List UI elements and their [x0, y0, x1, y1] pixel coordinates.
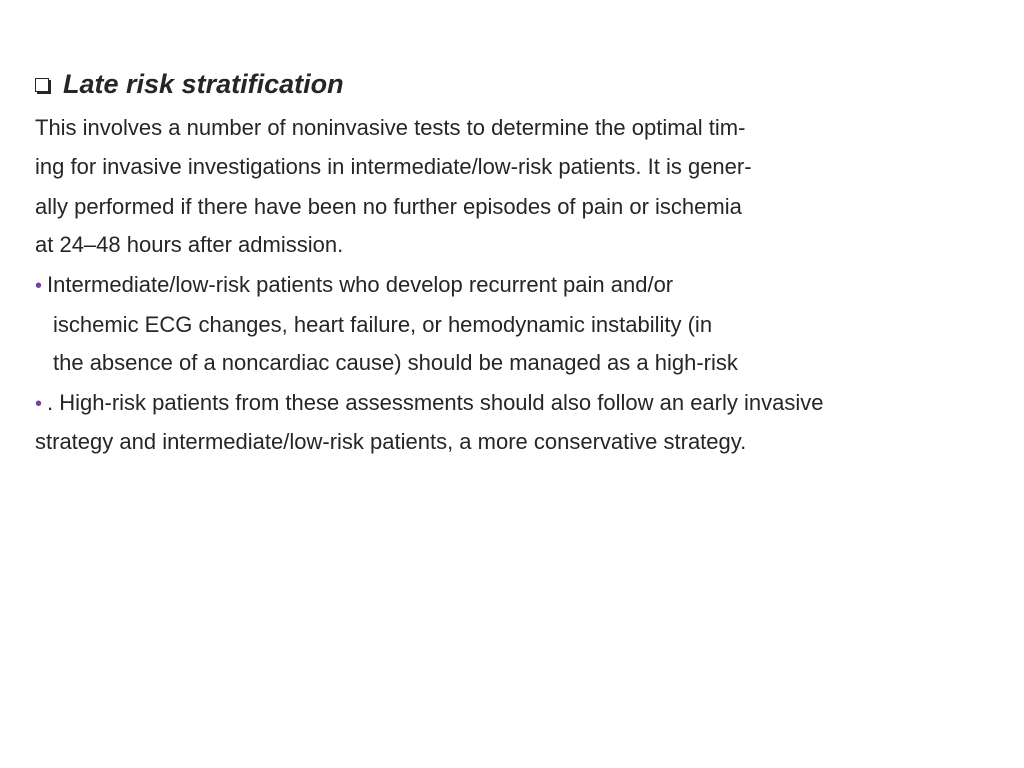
paragraph-line: ally performed if there have been no further episodes of pain or ischemia — [35, 194, 742, 219]
paragraph-line: ing for invasive investigations in intermediate/low-risk patients. It is gener- — [35, 154, 752, 179]
checkbox-bullet-icon — [35, 78, 49, 92]
bullet-item-1 — [35, 271, 673, 299]
bullet-line: ischemic ECG changes, heart failure, or hemodynamic instability (in — [53, 312, 713, 337]
bullet-item-2 — [35, 389, 823, 417]
paragraph-line: This involves a number of noninvasive tests to determine the optimal tim- — [35, 115, 746, 140]
bullet-marker: • — [35, 275, 43, 297]
bullet-line: the absence of a noncardiac cause) should be managed as a high-risk — [53, 350, 738, 375]
paragraph-line: at 24–48 hours after admission. — [35, 232, 344, 257]
bullet-line: Intermediate/low-risk patients who develop recurrent pain and/or — [47, 272, 674, 297]
heading-text: Late risk stratification — [63, 68, 344, 99]
bullet-line: strategy and intermediate/low-risk patients, a more conservative strategy. — [35, 429, 747, 454]
bullet-line: . High-risk patients from these assessments should also follow an early invasive — [47, 390, 824, 415]
section-heading — [35, 66, 344, 102]
bullet-marker: • — [35, 393, 43, 415]
